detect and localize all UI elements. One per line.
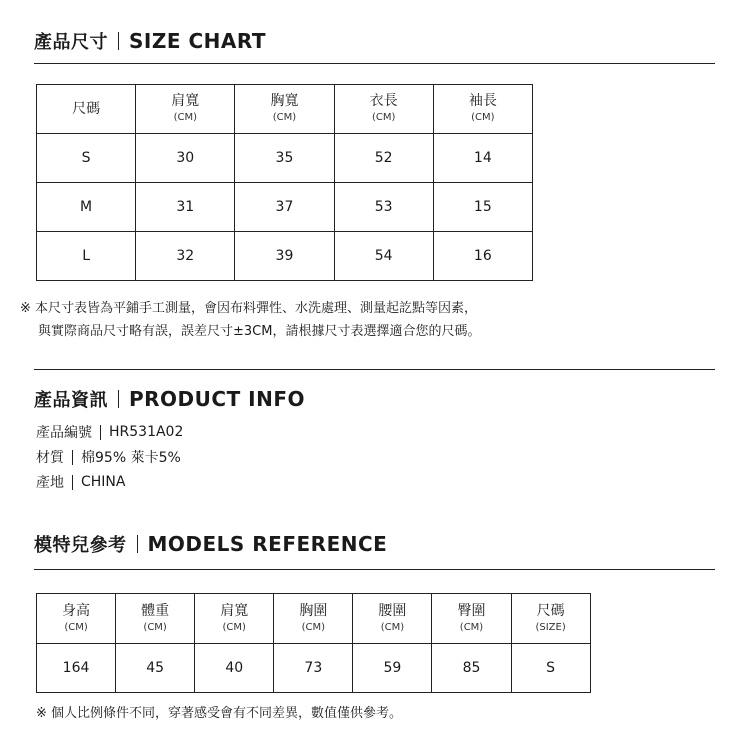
size-cell: 31 xyxy=(136,183,235,232)
product-info-key: 產地 xyxy=(36,475,64,491)
model-header-cell xyxy=(116,594,195,644)
model-header-label: 體重 xyxy=(141,602,170,619)
size-cell: 52 xyxy=(334,134,433,183)
title-separator xyxy=(137,535,138,553)
size-cell: 14 xyxy=(433,134,532,183)
model-cell: 85 xyxy=(432,644,511,693)
size-cell: 53 xyxy=(334,183,433,232)
size-chart-title-en: SIZE CHART xyxy=(129,29,267,53)
product-info-title xyxy=(34,386,305,412)
size-header-label: 胸寬 xyxy=(270,93,299,109)
model-header-label: 尺碼 xyxy=(536,602,565,619)
size-cell: 35 xyxy=(235,134,334,183)
info-separator xyxy=(100,425,101,440)
model-header-label: 胸圍 xyxy=(299,602,328,619)
model-cell: 59 xyxy=(353,644,432,693)
size-table-row xyxy=(37,134,533,183)
size-note-line-2: 與實際商品尺寸略有誤，誤差尺寸±3CM，請根據尺寸表選擇適合您的尺碼。 xyxy=(38,324,481,339)
product-info-row xyxy=(36,447,181,467)
size-header-unit: (CM) xyxy=(272,112,297,123)
models-note: ※ 個人比例條件不同，穿著感受會有不同差異，數值僅供參考。 xyxy=(36,706,403,721)
model-header-label: 臀圍 xyxy=(457,602,486,619)
size-cell: 37 xyxy=(235,183,334,232)
size-header-unit: (CM) xyxy=(371,112,396,123)
product-info-row xyxy=(36,472,125,492)
section-divider xyxy=(34,369,715,370)
product-info-title-zh: 產品資訊 xyxy=(34,390,108,411)
size-cell: 39 xyxy=(235,232,334,281)
model-header-label: 腰圍 xyxy=(378,602,407,619)
models-reference-title xyxy=(34,531,387,557)
size-chart-table xyxy=(36,84,533,281)
info-separator xyxy=(72,450,73,465)
model-cell: S xyxy=(511,644,590,693)
model-header-label: 身高 xyxy=(62,602,91,619)
model-header-unit: (CM) xyxy=(380,621,405,633)
product-info-value: HR531A02 xyxy=(109,424,184,440)
size-cell: S xyxy=(37,134,136,183)
model-header-unit: (CM) xyxy=(301,621,326,633)
models-reference-title-zh: 模特兒參考 xyxy=(34,535,127,556)
model-header-cell xyxy=(37,594,116,644)
model-header-unit: (SIZE) xyxy=(535,621,566,633)
size-header-unit: (CM) xyxy=(471,112,495,123)
size-header-cell xyxy=(235,85,334,134)
model-cell: 73 xyxy=(274,644,353,693)
model-table-row xyxy=(37,644,591,693)
size-header-label: 袖長 xyxy=(468,93,497,109)
model-header-unit: (CM) xyxy=(64,621,88,633)
product-info-value: 棉95% 萊卡5% xyxy=(81,450,181,466)
size-header-label: 肩寬 xyxy=(171,93,200,109)
title-separator xyxy=(118,390,119,408)
model-header-cell xyxy=(511,594,590,644)
size-header-unit: (CM) xyxy=(173,112,197,123)
model-cell: 45 xyxy=(116,644,195,693)
product-info-value: CHINA xyxy=(81,474,126,490)
product-info-row xyxy=(36,422,183,442)
models-reference-title-en: MODELS REFERENCE xyxy=(147,532,388,556)
models-reference-table xyxy=(36,593,591,693)
title-separator xyxy=(118,32,119,50)
product-info-title-en: PRODUCT INFO xyxy=(129,387,306,411)
model-header-cell xyxy=(353,594,432,644)
size-chart-title xyxy=(34,28,266,54)
size-header-label: 衣長 xyxy=(369,93,398,109)
size-chart-title-zh: 產品尺寸 xyxy=(34,32,108,53)
size-header-cell xyxy=(334,85,433,134)
model-table-header-row xyxy=(37,594,591,644)
info-separator xyxy=(72,475,73,490)
model-header-unit: (CM) xyxy=(143,621,167,633)
size-cell: L xyxy=(37,232,136,281)
model-header-cell xyxy=(432,594,511,644)
size-cell: 15 xyxy=(433,183,532,232)
model-header-label: 肩寬 xyxy=(220,602,249,619)
size-table-row xyxy=(37,183,533,232)
product-info-key: 材質 xyxy=(36,450,64,466)
model-cell: 40 xyxy=(195,644,274,693)
model-header-cell xyxy=(195,594,274,644)
size-cell: 16 xyxy=(433,232,532,281)
size-header-cell xyxy=(37,85,136,134)
size-note-line-1: ※ 本尺寸表皆為平鋪手工測量，會因布料彈性、水洗處理、測量起訖點等因素， xyxy=(20,301,478,316)
size-header-label: 尺碼 xyxy=(72,101,101,117)
size-cell: 30 xyxy=(136,134,235,183)
model-header-cell xyxy=(274,594,353,644)
models-reference-divider xyxy=(34,569,715,570)
size-header-cell xyxy=(136,85,235,134)
model-header-unit: (CM) xyxy=(459,621,484,633)
size-table-header-row xyxy=(37,85,533,134)
size-table-row xyxy=(37,232,533,281)
size-cell: M xyxy=(37,183,136,232)
size-cell: 32 xyxy=(136,232,235,281)
product-info-key: 產品編號 xyxy=(36,425,92,441)
size-header-cell xyxy=(433,85,532,134)
size-chart-divider xyxy=(34,63,715,64)
model-header-unit: (CM) xyxy=(222,621,246,633)
model-cell: 164 xyxy=(37,644,116,693)
size-cell: 54 xyxy=(334,232,433,281)
